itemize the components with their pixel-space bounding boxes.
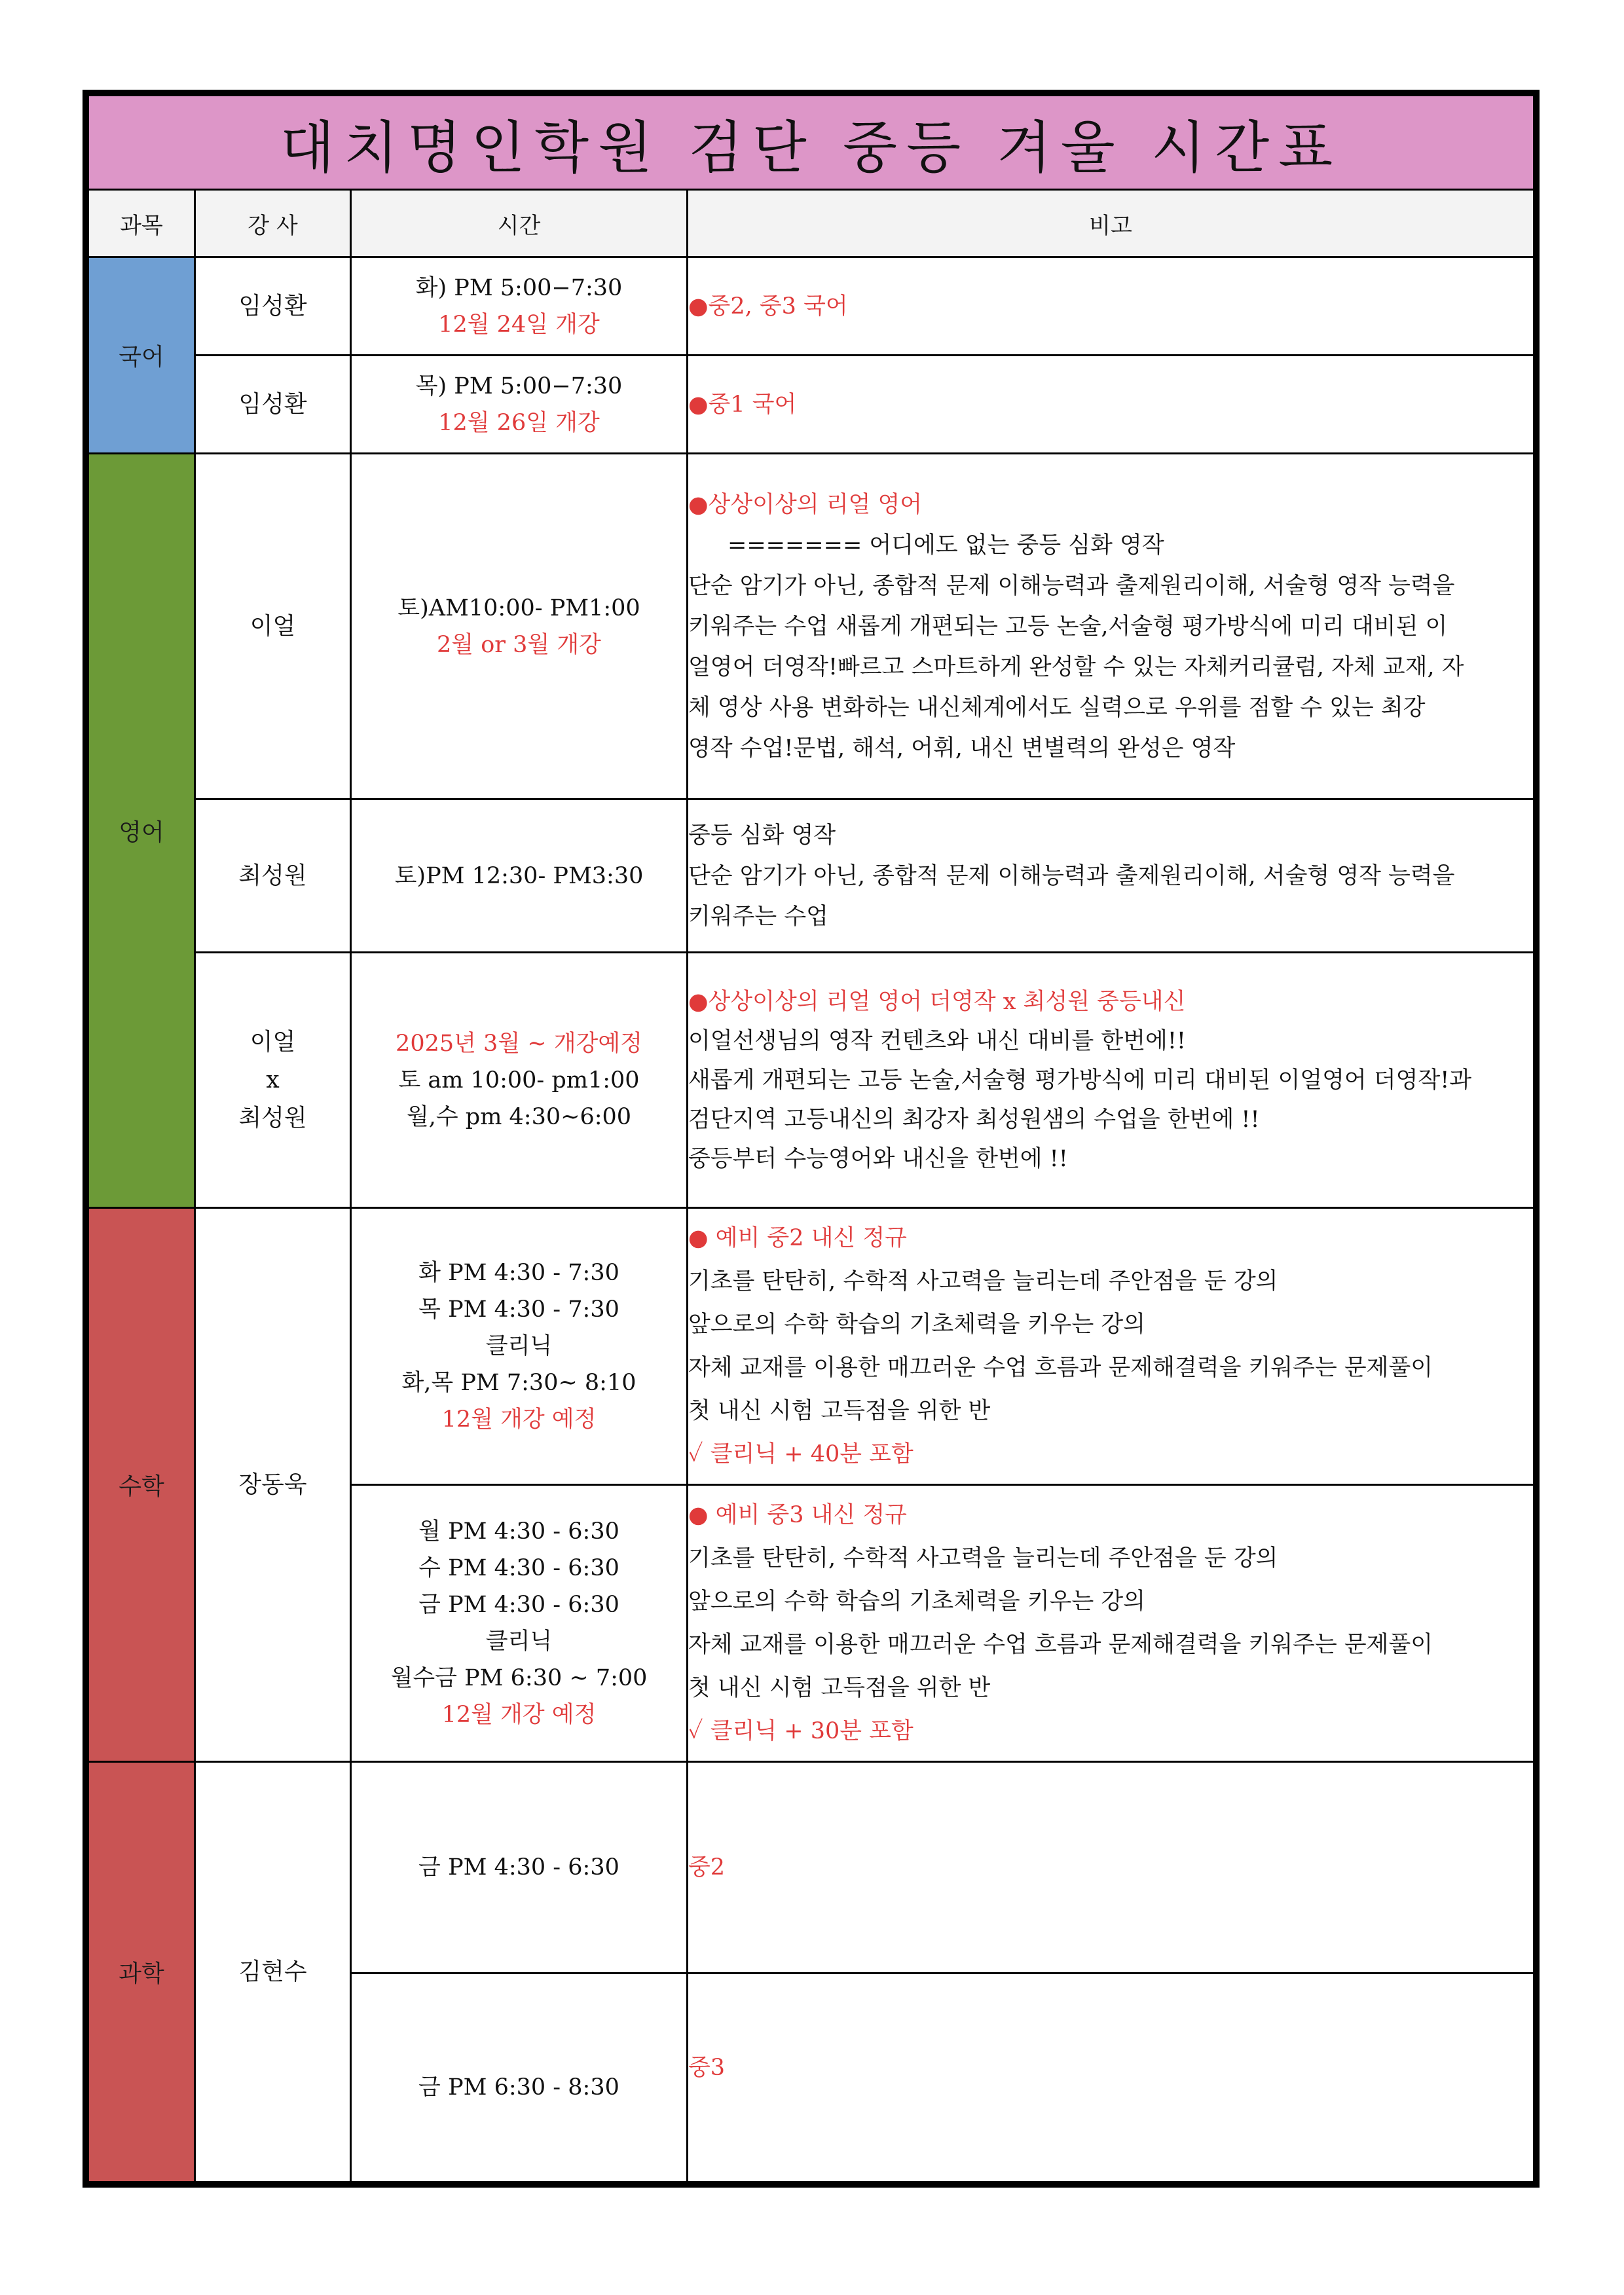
time-line: 클리닉	[485, 1333, 553, 1359]
time-cell	[351, 257, 688, 356]
time-line: 토 am 10:00- pm1:00	[398, 1067, 640, 1093]
teacher-cell	[195, 799, 351, 953]
time-line: 토)AM10:00- PM1:00	[397, 595, 640, 621]
teacher-name: 최성원	[238, 1104, 307, 1131]
teacher-cell	[195, 454, 351, 799]
time-cell	[351, 1762, 688, 1974]
table-row	[88, 356, 1534, 454]
teacher-name: 임성환	[238, 292, 307, 320]
note-line: 영작 수업!문법, 해석, 어휘, 내신 변별력의 완성은 영작	[688, 735, 1236, 762]
note-line: 얼영어 더영작!빠르고 스마트하게 완성할 수 있는 자체커리큘럼, 자체 교재, 자	[688, 653, 1464, 680]
teacher-name: 임성환	[238, 390, 307, 418]
timetable-sheet	[83, 90, 1540, 2188]
note-cell	[688, 454, 1534, 799]
header-time: 시간	[351, 190, 688, 257]
time-line: 토)PM 12:30- PM3:30	[394, 862, 644, 889]
note-line: 중등 심화 영작	[688, 822, 836, 849]
note-line: 자체 교재를 이용한 매끄러운 수업 흐름과 문제해결력을 키워주는 문제풀이	[688, 1355, 1433, 1381]
note-line: 앞으로의 수학 학습의 기초체력을 키우는 강의	[688, 1588, 1146, 1615]
note-line: 새롭게 개편되는 고등 논술,서술형 평가방식에 미리 대비된 이얼영어 더영작!과	[688, 1067, 1472, 1093]
note-cell	[688, 799, 1534, 953]
time-line: 월,수 pm 4:30~6:00	[406, 1103, 632, 1130]
time-line: 금 PM 6:30 - 8:30	[418, 2074, 619, 2101]
note-line: 기초를 탄탄히, 수학적 사고력을 늘리는데 주안점을 둔 강의	[688, 1268, 1278, 1294]
time-line: 금 PM 4:30 - 6:30	[418, 1854, 619, 1881]
note-line: 첫 내신 시험 고득점을 위한 반	[688, 1398, 991, 1424]
note-line: 이얼선생님의 영작 컨텐츠와 내신 대비를 한번에!!	[688, 1027, 1186, 1054]
note-line: ●중2, 중3 국어	[688, 293, 848, 320]
note-cell	[688, 1485, 1534, 1762]
time-cell	[351, 1485, 688, 1762]
start-date: 12월 24일 개강	[438, 311, 600, 338]
start-date: 12월 26일 개강	[438, 409, 600, 436]
note-heading: ● 예비 중3 내신 정규	[688, 1502, 907, 1528]
time-line: 목) PM 5:00−7:30	[415, 373, 623, 399]
page-title: 대치명인학원 검단 중등 겨울 시간표	[88, 96, 1534, 190]
teacher-name: 이얼	[249, 1028, 296, 1056]
table-row	[88, 257, 1534, 356]
note-line: 검단지역 고등내신의 최강자 최성원샘의 수업을 한번에 !!	[688, 1106, 1260, 1133]
time-line: 클리닉	[485, 1628, 553, 1655]
subject-science: 과학	[88, 1762, 195, 2182]
teacher-cell	[195, 1762, 351, 2182]
time-line: 화) PM 5:00−7:30	[415, 274, 623, 301]
note-line: ●중1 국어	[688, 391, 797, 418]
table-row	[88, 1762, 1534, 1974]
note-heading: ●상상이상의 리얼 영어 더영작 x 최성원 중등내신	[688, 988, 1186, 1015]
note-line: ======= 어디에도 없는 중등 심화 영작	[728, 532, 1164, 559]
teacher-cell	[195, 953, 351, 1208]
timetable	[87, 94, 1535, 2183]
note-line: 중3	[688, 2055, 726, 2081]
note-clinic: ✓ 클리닉 + 30분 포함	[688, 1718, 913, 1744]
time-line: 월수금 PM 6:30 ~ 7:00	[390, 1665, 648, 1691]
time-cell	[351, 356, 688, 454]
start-date: 12월 개강 예정	[441, 1702, 597, 1728]
time-line: 목 PM 4:30 - 7:30	[418, 1296, 619, 1323]
header-row	[88, 190, 1534, 257]
note-line: 단순 암기가 아닌, 종합적 문제 이해능력과 출제원리이해, 서술형 영작 능력을	[688, 572, 1455, 599]
note-line: 앞으로의 수학 학습의 기초체력을 키우는 강의	[688, 1312, 1146, 1338]
time-cell	[351, 1974, 688, 2182]
note-line: 체 영상 사용 변화하는 내신체계에서도 실력으로 우위를 점할 수 있는 최강	[688, 694, 1426, 721]
table-row	[88, 799, 1534, 953]
teacher-cell	[195, 1208, 351, 1762]
note-line: 단순 암기가 아닌, 종합적 문제 이해능력과 출제원리이해, 서술형 영작 능력을	[688, 862, 1455, 889]
subject-english: 영어	[88, 454, 195, 1208]
header-subject: 과목	[88, 190, 195, 257]
teacher-name: x	[266, 1066, 280, 1093]
teacher-name: 최성원	[238, 862, 307, 889]
note-clinic: ✓ 클리닉 + 40분 포함	[688, 1441, 913, 1467]
note-line: 키워주는 수업 새롭게 개편되는 고등 논술,서술형 평가방식에 미리 대비된 이	[688, 613, 1448, 640]
start-date: 12월 개강 예정	[441, 1406, 597, 1433]
time-cell	[351, 454, 688, 799]
note-cell	[688, 1208, 1534, 1485]
note-line: 첫 내신 시험 고득점을 위한 반	[688, 1675, 991, 1701]
start-date: 2월 or 3월 개강	[437, 631, 601, 658]
header-teacher: 강 사	[195, 190, 351, 257]
note-line: 키워주는 수업	[688, 903, 828, 930]
note-line: 자체 교재를 이용한 매끄러운 수업 흐름과 문제해결력을 키워주는 문제풀이	[688, 1632, 1433, 1658]
time-line: 금 PM 4:30 - 6:30	[418, 1592, 619, 1618]
teacher-cell	[195, 356, 351, 454]
note-heading: ●상상이상의 리얼 영어	[688, 491, 923, 518]
teacher-name: 김현수	[238, 1958, 307, 1985]
time-line: 월 PM 4:30 - 6:30	[418, 1518, 619, 1545]
note-line: 기초를 탄탄히, 수학적 사고력을 늘리는데 주안점을 둔 강의	[688, 1545, 1278, 1571]
table-row	[88, 1208, 1534, 1485]
note-cell	[688, 356, 1534, 454]
header-note: 비고	[688, 190, 1534, 257]
note-cell	[688, 1974, 1534, 2182]
note-heading: ● 예비 중2 내신 정규	[688, 1225, 907, 1251]
subject-korean: 국어	[88, 257, 195, 454]
teacher-name: 장동욱	[238, 1471, 307, 1498]
time-line: 화,목 PM 7:30~ 8:10	[401, 1370, 637, 1396]
subject-math: 수학	[88, 1208, 195, 1762]
table-row	[88, 454, 1534, 799]
start-date: 2025년 3월 ~ 개강예정	[396, 1030, 642, 1057]
teacher-cell	[195, 257, 351, 356]
note-line: 중등부터 수능영어와 내신을 한번에 !!	[688, 1145, 1068, 1172]
time-cell	[351, 1208, 688, 1485]
table-row	[88, 953, 1534, 1208]
time-cell	[351, 799, 688, 953]
note-line: 중2	[688, 1854, 726, 1881]
note-cell	[688, 1762, 1534, 1974]
time-line: 화 PM 4:30 - 7:30	[418, 1260, 619, 1286]
note-cell	[688, 257, 1534, 356]
note-cell	[688, 953, 1534, 1208]
time-cell	[351, 953, 688, 1208]
time-line: 수 PM 4:30 - 6:30	[418, 1555, 619, 1581]
teacher-name: 이얼	[249, 612, 296, 640]
